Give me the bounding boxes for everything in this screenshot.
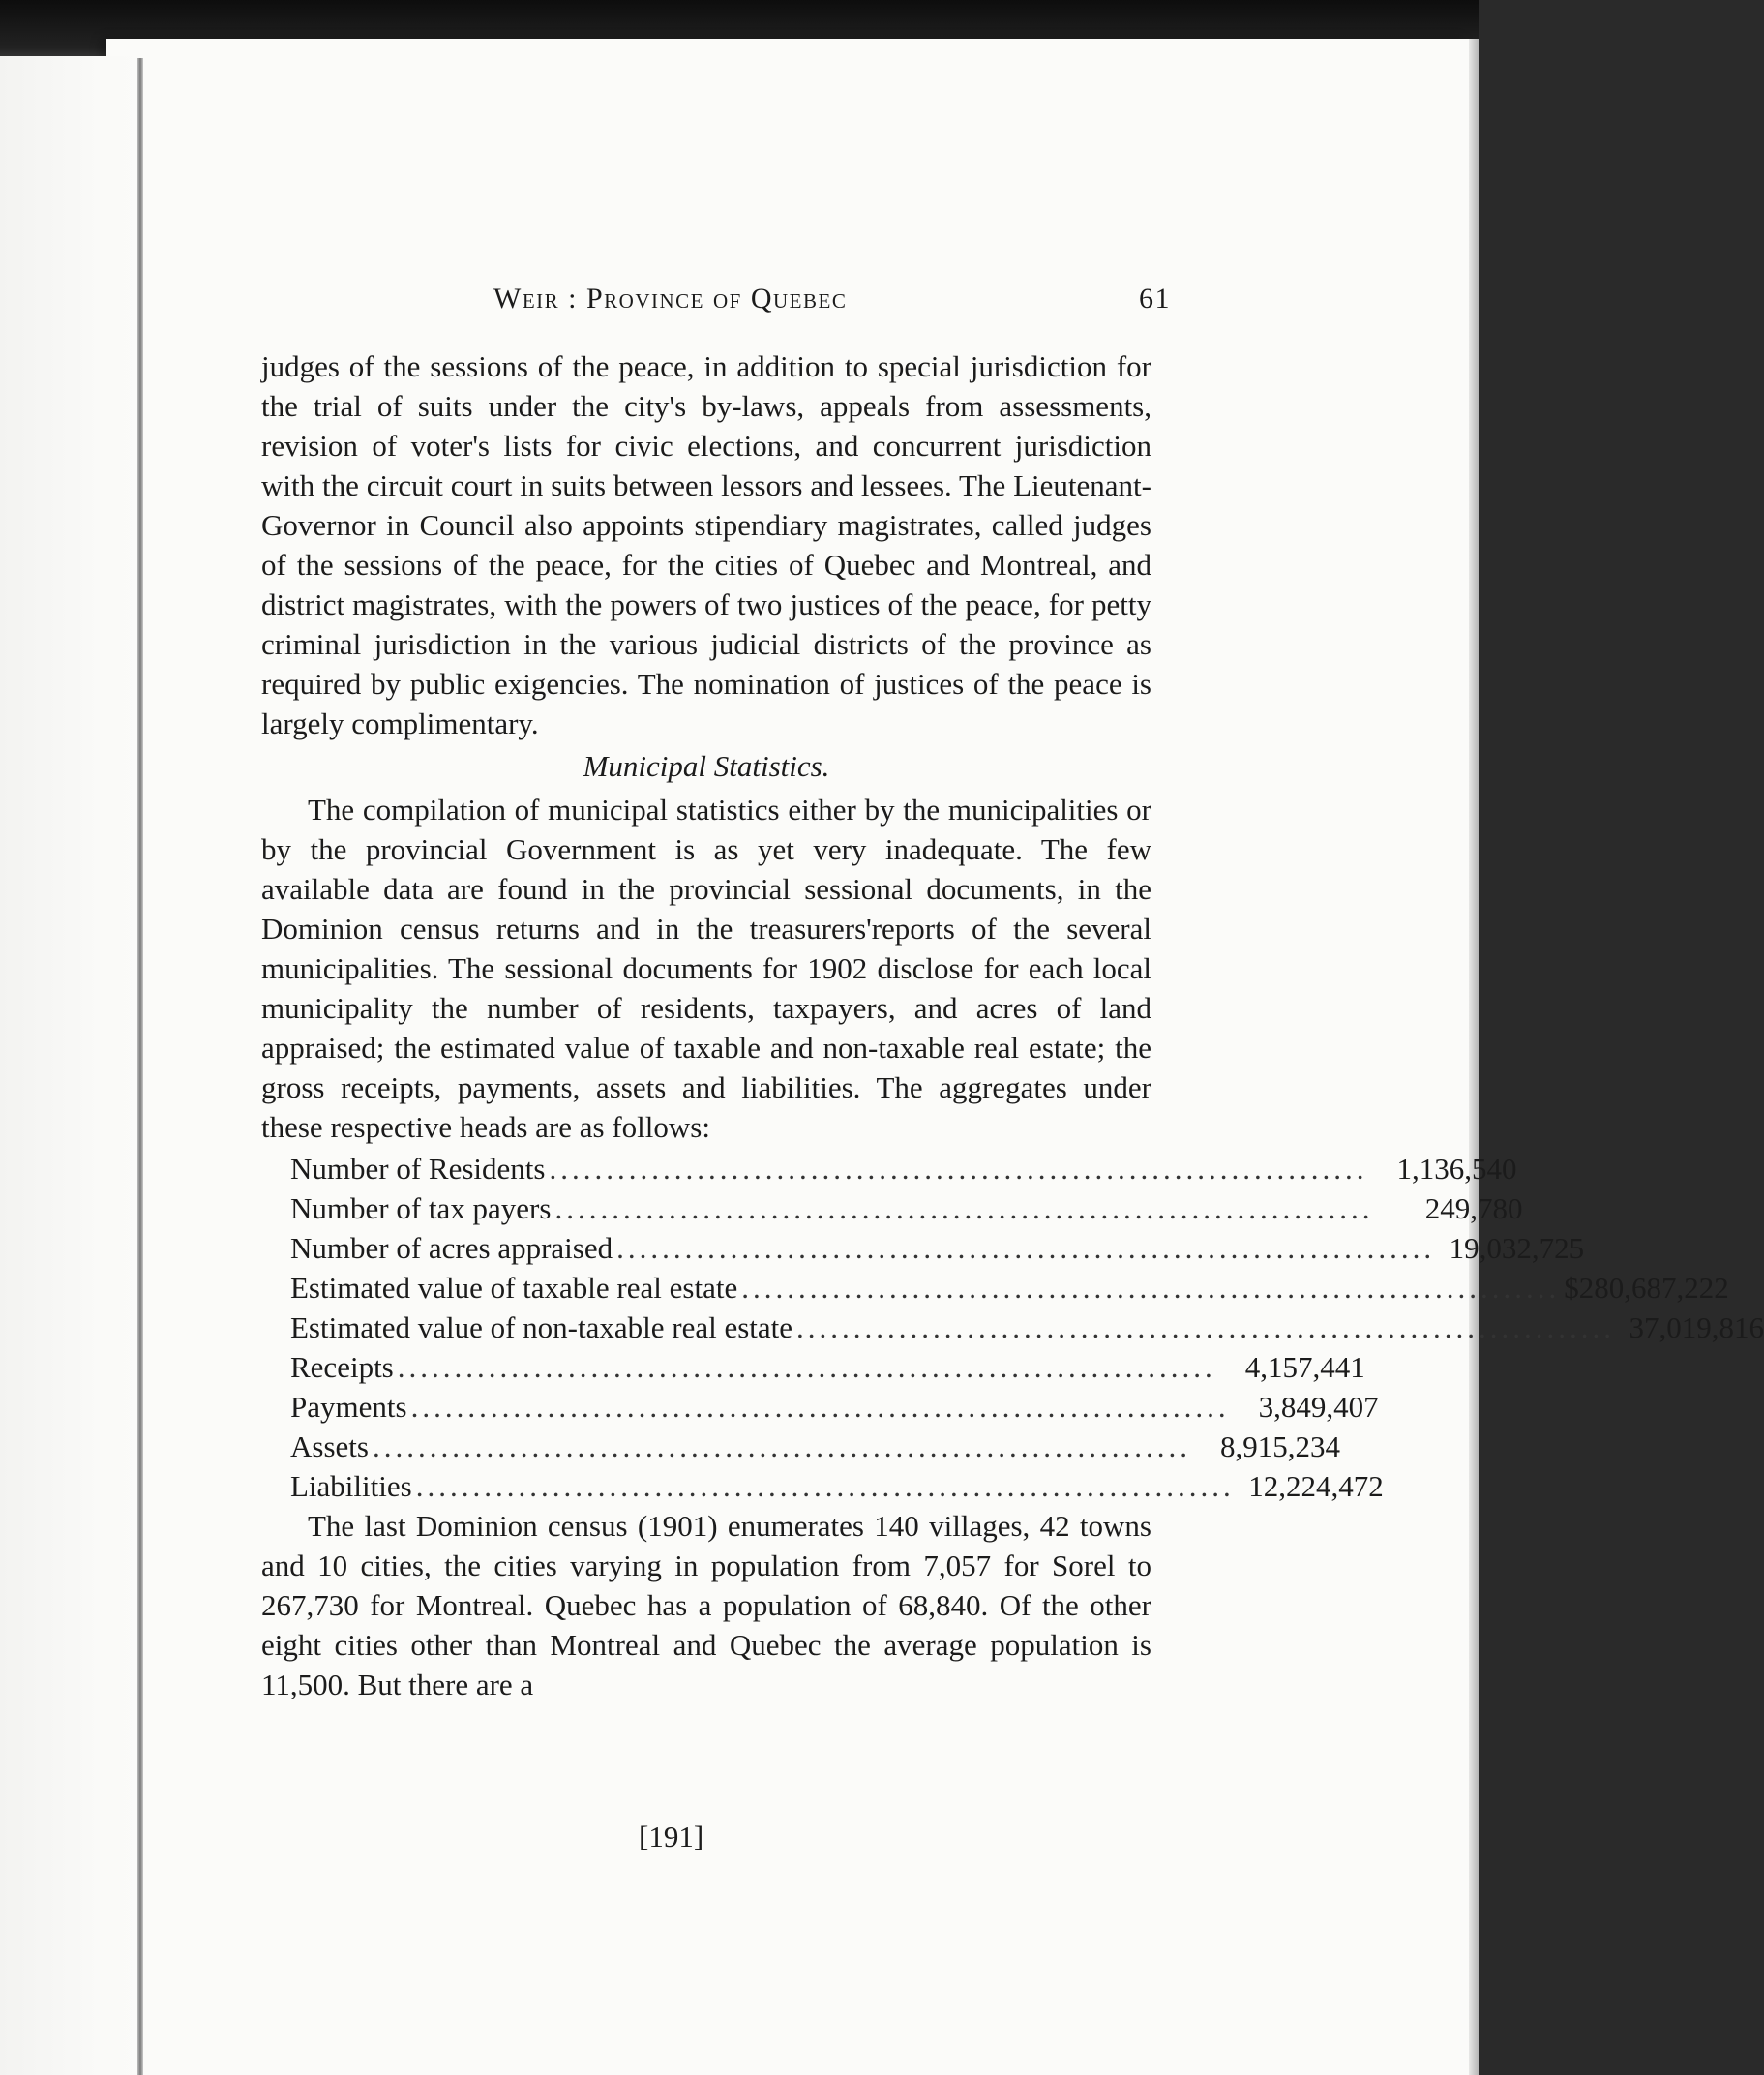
dot-leader: ........................................................................ xyxy=(415,1469,1235,1503)
stat-row xyxy=(290,1228,1585,1268)
dot-leader: ........................................................................ xyxy=(549,1152,1368,1186)
paragraph-statistics-intro: The compilation of municipal statistics either by the municipalities or by the provincial Government is as yet very inadequate. The few available data are found in the provincial sessional documents, in the Dominion census returns and in the treasurers'reports of the several municipalities. The sessional documents for 1902 disclose for each local municipality the number of residents, taxpayers, and acres of land appraised; the estimated value of taxable and non-taxable real estate; the gross receipts, payments, assets and liabilities. The aggregates under these respective heads are as follows: xyxy=(261,793,1151,1144)
stat-value: 37,019,816 xyxy=(1629,1310,1764,1344)
stat-value: 4,157,441 xyxy=(1244,1350,1365,1384)
stat-row xyxy=(290,1149,1517,1188)
book-gutter xyxy=(137,58,143,2075)
stat-label: Liabilities xyxy=(290,1469,412,1503)
stat-label: Number of Residents xyxy=(290,1152,546,1186)
stat-label: Receipts xyxy=(290,1350,394,1384)
page-left-margin xyxy=(0,56,145,2075)
stat-value: 249,780 xyxy=(1424,1191,1523,1225)
statistics-table xyxy=(290,1149,1764,1506)
stat-row xyxy=(290,1387,1379,1427)
stat-label: Payments xyxy=(290,1390,407,1424)
page-number: 61 xyxy=(1139,283,1171,315)
dot-leader: ........................................................................ xyxy=(554,1191,1374,1225)
stat-row xyxy=(290,1188,1523,1228)
paragraph-continued: judges of the sessions of the peace, in addition to special jurisdiction for the trial of suits under the city's by-laws, appeals from assessments, revision of voter's lists for civic elections, and concurrent jurisdiction with the circuit court in suits between lessors and lessees. The Lieutenant-Governor in Council also appoints stipendiary magistrates, called judges of the sessions of the peace, for the cities of Quebec and Montreal, and district magistrates, with the powers of two justices of the peace, for petty criminal jurisdiction in the various judicial districts of the province as required by public exigencies. The nomination of justices of the peace is largely complimentary. xyxy=(261,349,1151,740)
dot-leader: ........................................................................ xyxy=(410,1390,1230,1424)
body-text xyxy=(261,346,1764,1704)
dot-leader: ........................................................................ xyxy=(741,1271,1561,1305)
dot-leader: ........................................................................ xyxy=(372,1429,1191,1463)
stat-row xyxy=(290,1308,1764,1347)
stat-label: Assets xyxy=(290,1429,369,1463)
stat-label: Number of acres appraised xyxy=(290,1231,613,1265)
stat-value: 8,915,234 xyxy=(1219,1429,1340,1463)
paragraph-census: The last Dominion census (1901) enumerates 140 villages, 42 towns and 10 cities, the cities varying in population from 7,057 for Sorel to 267,730 for Montreal. Quebec has a population of 68,840. Of the other eight cities other than Montreal and Quebec the average population is 11,500. But there are a xyxy=(261,1509,1151,1701)
running-head xyxy=(261,283,1171,329)
page-right-edge xyxy=(1469,39,1479,2075)
stat-value: 12,224,472 xyxy=(1248,1469,1384,1503)
stat-label: Number of tax payers xyxy=(290,1191,552,1225)
stat-label: Estimated value of taxable real estate xyxy=(290,1271,738,1305)
dot-leader: ........................................................................ xyxy=(796,1310,1616,1344)
stat-value: 1,136,540 xyxy=(1396,1152,1517,1186)
stat-label: Estimated value of non-taxable real estate xyxy=(290,1310,793,1344)
stat-value: $280,687,222 xyxy=(1564,1271,1729,1305)
dot-leader: ........................................................................ xyxy=(397,1350,1216,1384)
stat-value: 19,032,725 xyxy=(1449,1231,1585,1265)
section-heading: Municipal Statistics. xyxy=(583,749,830,783)
stat-value: 3,849,407 xyxy=(1258,1390,1379,1424)
stat-row xyxy=(290,1427,1340,1466)
stat-row xyxy=(290,1466,1384,1506)
stat-row xyxy=(290,1347,1365,1387)
stat-row xyxy=(290,1268,1729,1308)
signature-mark: [191] xyxy=(639,1819,704,1853)
running-head-title: Weir : Province of Quebec xyxy=(493,283,848,315)
dot-leader: ........................................................................ xyxy=(616,1231,1436,1265)
